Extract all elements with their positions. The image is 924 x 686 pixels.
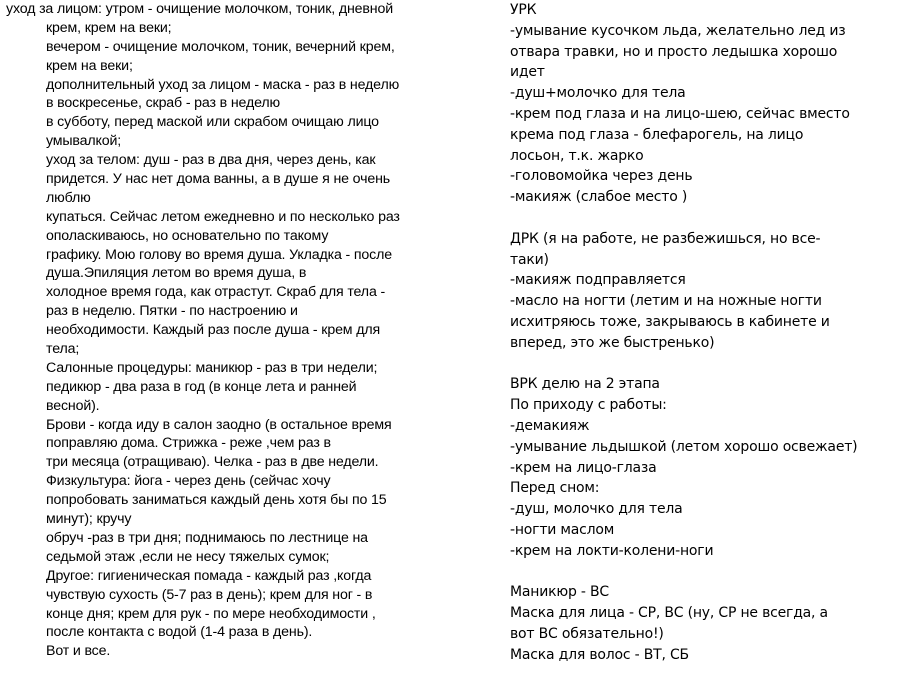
left-line: ополаскиваюсь, но основательно по такому xyxy=(46,227,329,244)
paragraph-gap xyxy=(510,354,920,375)
left-line: педикюр - два раза в год (в конце лета и ранней xyxy=(46,378,357,395)
right-line: -умывание кусочком льда, желательно лед из xyxy=(510,22,846,39)
left-line: Салонные процедуры: маникюр - раз в три недели; xyxy=(46,359,378,376)
right-line: -крем на локти-колени-ноги xyxy=(510,542,714,559)
left-line: душа.Эпиляция летом во время душа, в xyxy=(46,265,307,282)
left-line: Физкультура: йога - через день (сейчас хочу xyxy=(46,473,331,490)
right-line: -крем на лицо-глаза xyxy=(510,459,657,476)
right-line: отвара травки, но и просто ледышка хорошо xyxy=(510,43,838,60)
right-line: -демакияж xyxy=(510,417,590,434)
left-line: чувствую сухость (5-7 раз в день); крем для ног - в xyxy=(46,586,373,603)
left-line: вечером - очищение молочком, тоник, вечерний крем, xyxy=(46,38,395,55)
right-line: ДРК (я на работе, не разбежишься, но все- xyxy=(510,230,821,247)
right-line: Маникюр - ВС xyxy=(510,584,609,601)
right-line: идет xyxy=(510,64,545,81)
paragraph-gap xyxy=(510,208,920,229)
right-line: УРК xyxy=(510,2,537,18)
left-line: дополнительный уход за лицом - маска - раз в неделю xyxy=(46,76,400,93)
right-line: таки) xyxy=(510,251,549,268)
right-line: крема под глаза - блефарогель, на лицо xyxy=(510,126,804,143)
left-line: крем на веки; xyxy=(46,57,133,74)
left-line: умывалкой; xyxy=(46,133,122,150)
right-line: вот ВС обязательно!) xyxy=(510,625,664,642)
right-line: -головомойка через день xyxy=(510,168,693,185)
right-line: Маска для волос - ВТ, СБ xyxy=(510,646,689,663)
left-line: уход за телом: душ - раз в два дня, через день, как xyxy=(46,152,376,169)
left-column-text xyxy=(6,0,468,661)
right-line: По приходу с работы: xyxy=(510,397,667,414)
left-line: обруч -раз в три дня; поднимаюсь по лестнице на xyxy=(46,529,368,546)
right-line: лосьон, т.к. жарко xyxy=(510,147,644,164)
left-line: тела; xyxy=(46,341,80,358)
left-line: уход за лицом: утром - очищение молочком, тоник, дневной xyxy=(6,1,393,17)
right-line: -макияж (слабое место ) xyxy=(510,189,688,206)
left-line: необходимости. Каждый раз после душа - крем для xyxy=(46,322,380,339)
left-line: минут); кручу xyxy=(46,511,132,528)
left-line: раз в неделю. Пятки - по настроению и xyxy=(46,303,298,320)
left-line: люблю xyxy=(46,189,91,206)
left-line: поправляю дома. Стрижка - реже ,чем раз в xyxy=(46,435,331,452)
right-column-text xyxy=(510,0,920,666)
left-line: в субботу, перед маской или скрабом очищаю лицо xyxy=(46,114,379,131)
right-line: -крем под глаза и на лицо-шею, сейчас вместо xyxy=(510,105,850,122)
left-line: Другое: гигиеническая помада - каждый раз ,когда xyxy=(46,567,372,584)
left-line: купаться. Сейчас летом ежедневно и по несколько раз xyxy=(46,208,400,225)
left-line: три месяца (отращиваю). Челка - раз в две недели. xyxy=(46,454,379,471)
left-line: в воскресенье, скраб - раз в неделю xyxy=(46,95,280,112)
left-line: крем, крем на веки; xyxy=(46,19,172,36)
left-line: придется. У нас нет дома ванны, а в душе я не очень xyxy=(46,171,391,188)
right-line: -масло на ногти (летим и на ножные ногти xyxy=(510,293,822,310)
right-line: исхитряюсь тоже, закрываюсь в кабинете и xyxy=(510,313,830,330)
paragraph-gap xyxy=(510,562,920,583)
left-line: конце дня; крем для рук - по мере необходимости , xyxy=(46,605,376,622)
left-line: весной). xyxy=(46,397,100,414)
left-line: Вот и все. xyxy=(46,643,111,660)
right-line: -душ, молочко для тела xyxy=(510,501,683,518)
right-line: -умывание льдышкой (летом хорошо освежает) xyxy=(510,438,858,455)
left-line: попробовать заниматься каждый день хотя бы по 15 xyxy=(46,492,387,509)
left-line: Брови - когда иду в салон заодно (в остальное время xyxy=(46,416,392,433)
right-line: -макияж подправляется xyxy=(510,272,686,289)
right-line: Маска для лица - СР, ВС (ну, СР не всегда, а xyxy=(510,605,828,622)
right-line: ВРК делю на 2 этапа xyxy=(510,376,660,393)
left-line: графику. Мою голову во время душа. Укладка - после xyxy=(46,246,392,263)
left-line: седьмой этаж ,если не несу тяжелых сумок; xyxy=(46,548,330,565)
left-line: холодное время года, как отрастут. Скраб для тела - xyxy=(46,284,386,301)
right-line: вперед, это же быстренько) xyxy=(510,334,715,351)
right-line: -ногти маслом xyxy=(510,521,615,538)
left-line: после контакта с водой (1-4 раза в день). xyxy=(46,624,313,641)
right-line: -душ+молочко для тела xyxy=(510,85,686,102)
right-line: Перед сном: xyxy=(510,480,600,497)
